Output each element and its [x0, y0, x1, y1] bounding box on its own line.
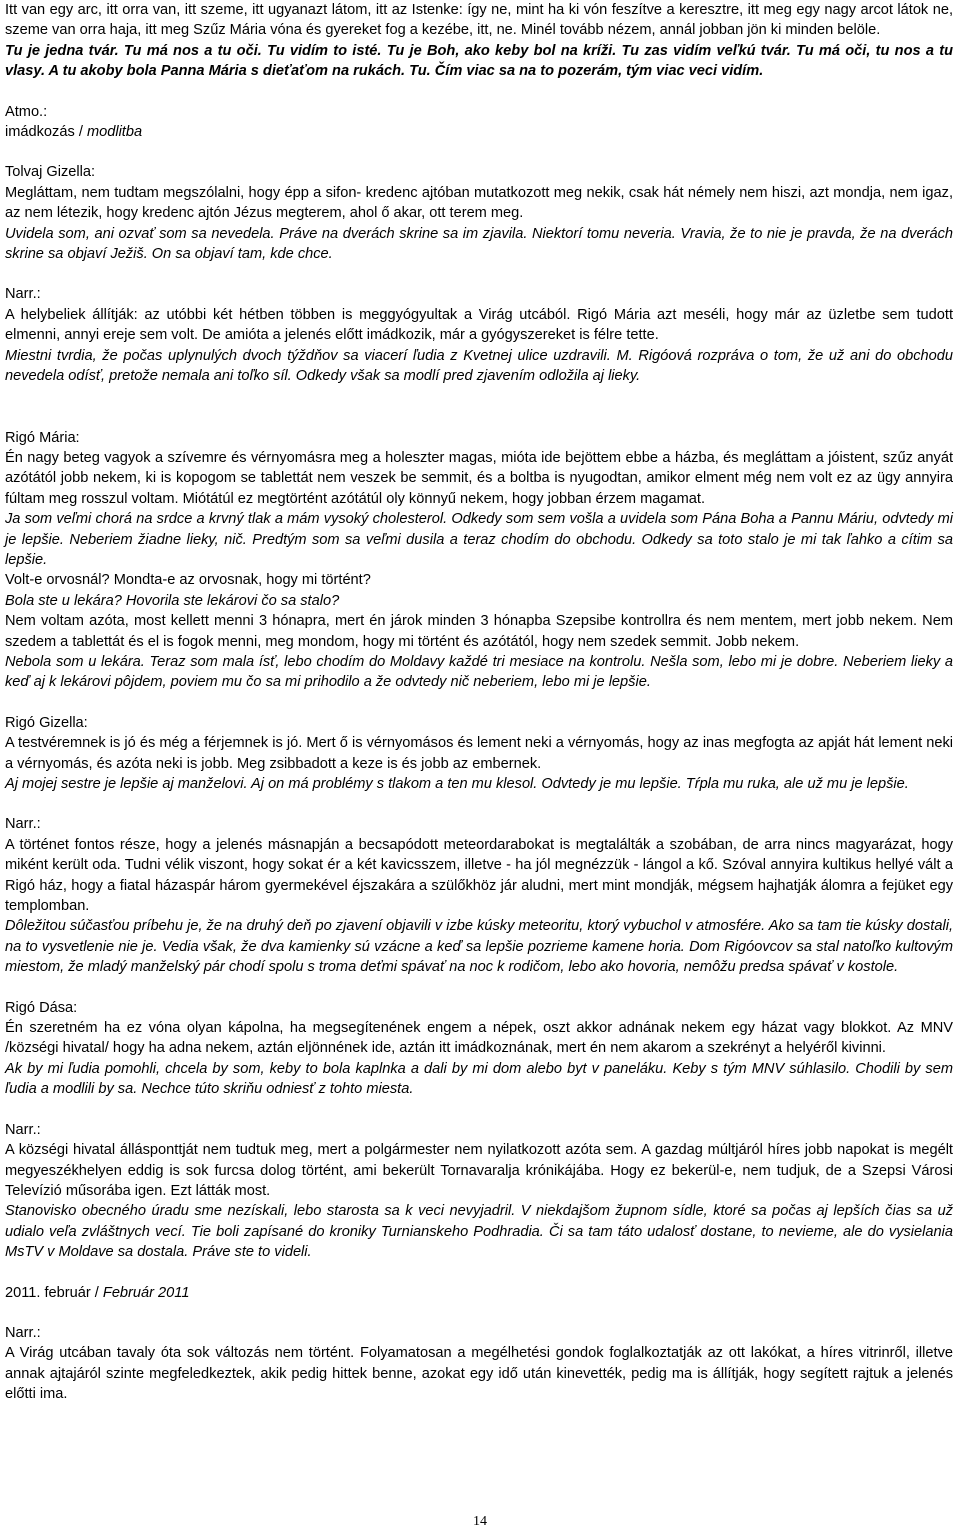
date-line: [5, 1283, 953, 1303]
tolvaj-slovak: Uvidela som, ani ozvať som sa nevedela. Práve na dverách skrine sa im zjavila. Niektorí tomu neveria. Vravia, že to nie je pravda, že na dverách skrine sa objaví Ježiš. On sa objaví tam, kde chce.: [5, 225, 953, 263]
narrator-1-slovak: Miestni tvrdia, že počas uplynulých dvoch týždňov sa viacerí ľudia z Kvetnej ulice uzdravili. M. Rigóová rozpráva o tom, že už ani do obchodu nevedela odísť, pretože nemala ani toľko síl. Odkedy však sa modlí pred zjavením odložila aj lieky.: [5, 347, 953, 385]
rigo-maria-slovak-1: Ja som veľmi chorá na srdce a krvný tlak a mám vysoký cholesterol. Odkedy som sem vošla a uvidela som Pána Boha a Pannu Máriu, odvtedy mi je lepšie. Neberiem žiadne lieky, nič. Predtým som sa veľmi dusila a teraz chodím do obchodu. Odkedy sa toto stalo je mi tak ľahko a cítim sa lepšie.: [5, 511, 953, 568]
date-hungarian: 2011. február: [5, 1284, 91, 1301]
rigo-gizella-hungarian: A testvéremnek is jó és még a férjemnek is jó. Mert ő is vérnyomásos és lement neki a vérnyomás, hogy az inas megfogta az apját hát lement neki a vérnyomás, és azóta neki is jobb. Meg zsibbadott a keze is és jobb az embernek.: [5, 735, 953, 772]
rigo-maria-slovak-2: Nebola som u lekára. Teraz som mala ísť, lebo chodím do Moldavy každé tri mesiace na kontrolu. Nešla som, lebo mi je dobre. Neberiem lieky a keď aj k lekárovi pôjdem, poviem mu čo sa mi prihodilo a že odvtedy nič neberiem, lebo mi je lepšie.: [5, 653, 953, 691]
atmo-separator: /: [74, 124, 87, 141]
speaker-narrator-1: Narr.:: [5, 286, 41, 303]
speaker-narrator-4: Narr.:: [5, 1324, 41, 1341]
narrator-3-hungarian: A községi hivatal állásponttját nem tudtuk meg, mert a polgármester nem nyilatkozott azóta sem. A gazdag múltjáról híres jobb napokat is megélt megyeszékhelyen eddig is sok furcsa dolog történt, ami bekerült Tornavaralja krónikájába. Hogy ez bekerül-e, nem tudjuk, de a Szepsi Városi Televízió műsorába igen. Ezt látták most.: [5, 1142, 953, 1199]
atmo-line: [5, 122, 953, 142]
atmo-label: Atmo.:: [5, 103, 48, 120]
speaker-rigo-gizella: Rigó Gizella:: [5, 714, 88, 731]
narrator-2-hungarian: A történet fontos része, hogy a jelenés másnapján a becsapódott meteordarabokat is megtalálták a szobában, de arra nincs magyarázat, hogy miként került oda. Tudni vélik viszont, hogy sokat ér a két kavicsszem, illetve - ha jól megnézzük - lángol a kő. Szóval annyira kultikus hellyé vált a Rigó ház, hogy a fiatal házaspár három gyermekével éjszakára a szülőkhöz jár aludni, mert mint mondják, mégsem hajhatják álomra a fejüket egy templomban.: [5, 836, 953, 915]
document-page: [5, 0, 953, 1405]
speaker-narrator-2: Narr.:: [5, 816, 41, 833]
atmo-hungarian: imádkozás: [5, 124, 75, 141]
narrator-2-slovak: Dôležitou súčasťou príbehu je, že na druhý deň po zjavení objavili v izbe kúsky meteoritu, ktorý vybuchol v atmosfére. Ako sa tam tie kúsky dostali, na to vysvetlenie nie je. Vedia však, že dva kamienky sú vzácne a keď sa lepšie pozrieme kamene horia. Dom Rigóovcov sa stal natoľko kultovým miestom, že mladý manželský pár chodí spolu s troma deťmi spávať na noc k rodičom, lebo ako hovoria, nemôžu predsa spávať v kostole.: [5, 918, 953, 976]
rigo-gizella-slovak: Aj mojej sestre je lepšie aj manželovi. Aj on má problémy s tlakom a ten mu klesol. Odvtedy je mu lepšie. Tŕpla mu ruka, ale už mu je lepšie.: [5, 776, 909, 792]
speaker-rigo-maria: Rigó Mária:: [5, 429, 80, 446]
speaker-rigo-dasa: Rigó Dása:: [5, 999, 78, 1016]
narrator-4-hungarian: A Virág utcában tavaly óta sok változás nem történt. Folyamatosan a megélhetési gondok foglalkoztatják az ott lakókat, a híres vitrinről, illetve annak ajtajáról szinte megfeledkeztek, akik pedig hittek benne, azokat egy idő után kinevették, pedig ma is állítják, hogy segített rajtuk a jelenés előtti ima.: [5, 1345, 953, 1403]
rigo-maria-question-slovak: Bola ste u lekára? Hovorila ste lekárovi čo sa stalo?: [5, 592, 340, 609]
speaker-narrator-3: Narr.:: [5, 1121, 41, 1138]
rigo-dasa-slovak: Ak by mi ľudia pomohli, chcela by som, keby to bola kaplnka a dali by mi dom alebo byt v paneláku. Keby s tým MNV súhlasilo. Chodili by sem ľudia a modlili by sa. Nechce túto skriňu odniesť z tohto miesta.: [5, 1060, 953, 1098]
intro-slovak: Tu je jedna tvár. Tu má nos a tu oči. Tu vidím to isté. Tu je Boh, ako keby bol na kríži. Tu zas vidím veľkú tvár. Tu má oči, tu nos a tu vlasy. A tu akoby bola Panna Mária s dieťaťom na rukách. Tu. Čím viac sa na to pozerám, tým viac veci vidím.: [5, 42, 953, 80]
date-separator: /: [90, 1284, 103, 1301]
speaker-tolvaj-gizella: Tolvaj Gizella:: [5, 164, 96, 181]
rigo-maria-hungarian-1: Én nagy beteg vagyok a szívemre és vérnyomásra meg a holeszter magas, mióta ide bejöttem ebbe a házba, és megláttam a jóistent, szűz anyát azótától jobb nekem, ki is kopogom se tablettát nem veszek be semmit, és a boltba is nyugodtan, amikor elment még nem volt ez az ügy annyira fúltam meg rosszul voltam. Miótátúl ez megtörtént azótátúl oly könnyű nekem, hogy jobban érzem magamat.: [5, 449, 953, 507]
rigo-maria-hungarian-2: Nem voltam azóta, most kellett menni 3 hónapra, mert én járok minden 3 hónapba Szepsibe kontrollra és nem mentem, mert jobb nekem. Nem szedem a tablettát és el is fogok menni, meg mondom, hogy mi történt és azótától, hogy nem szedek semmit. Jobb nekem.: [5, 613, 953, 650]
narrator-3-slovak: Stanovisko obecného úradu sme nezískali, lebo starosta sa k veci nevyjadril. V niekdajšom župnom sídle, ktoré sa počas aj lepších čias sa už udialo veľa zvláštnych vecí. Tie boli zapísané do kroniky Turnianskeho Podhradia. Či sa tam táto udalosť dostane, to nevieme, ale do vysielania MsTV v Moldave sa dostala. Práve ste to videli.: [5, 1203, 953, 1261]
intro-hungarian: Itt van egy arc, itt orra van, itt szeme, itt ugyanazt látom, itt az Istenke: így ne, mint ha ki vón feszítve a keresztre, itt meg egy nagy arcot látok ne, szeme van orra haja, itt meg Szűz Mária vóna és gyereket fog a kezébe, itt, ne. Minél tovább nézem, annál jobban jön ki minden belöle.: [5, 2, 953, 39]
tolvaj-hungarian: Megláttam, nem tudtam megszólalni, hogy épp a sifon- kredenc ajtóban mutatkozott meg nekik, csak hát némely nem hiszi, azt mondja, nem igaz, az nem létezik, hogy kredenc ajtón Jézus megterem, ahol ő akar, ott terem meg.: [5, 184, 953, 222]
page-number: 14: [473, 1514, 487, 1529]
date-slovak: Február 2011: [102, 1284, 190, 1301]
rigo-maria-question-hungarian: Volt-e orvosnál? Mondta-e az orvosnak, hogy mi történt?: [5, 572, 371, 589]
rigo-dasa-hungarian: Én szeretném ha ez vóna olyan kápolna, ha megsegítenének engem a népek, oszt akkor adnának nekem egy házat vagy blokkot. Az MNV /községi hivatal/ hogy ha adna nekem, aztán eljönnének ide, aztán itt imádkoznának, mert én nem akarom a szekrényt a helyéről kivinni.: [5, 1020, 953, 1057]
narrator-1-hungarian: A helybeliek állítják: az utóbbi két hétben többen is meggyógyultak a Virág utcából. Rigó Mária azt meséli, hogy már az üzletbe sem tudott elmenni, annyi ereje sem volt. De amióta a jelenés előtt imádkozik, már a gyógyszereket is félre tette.: [5, 306, 953, 344]
atmo-slovak: modlitba: [86, 124, 143, 141]
